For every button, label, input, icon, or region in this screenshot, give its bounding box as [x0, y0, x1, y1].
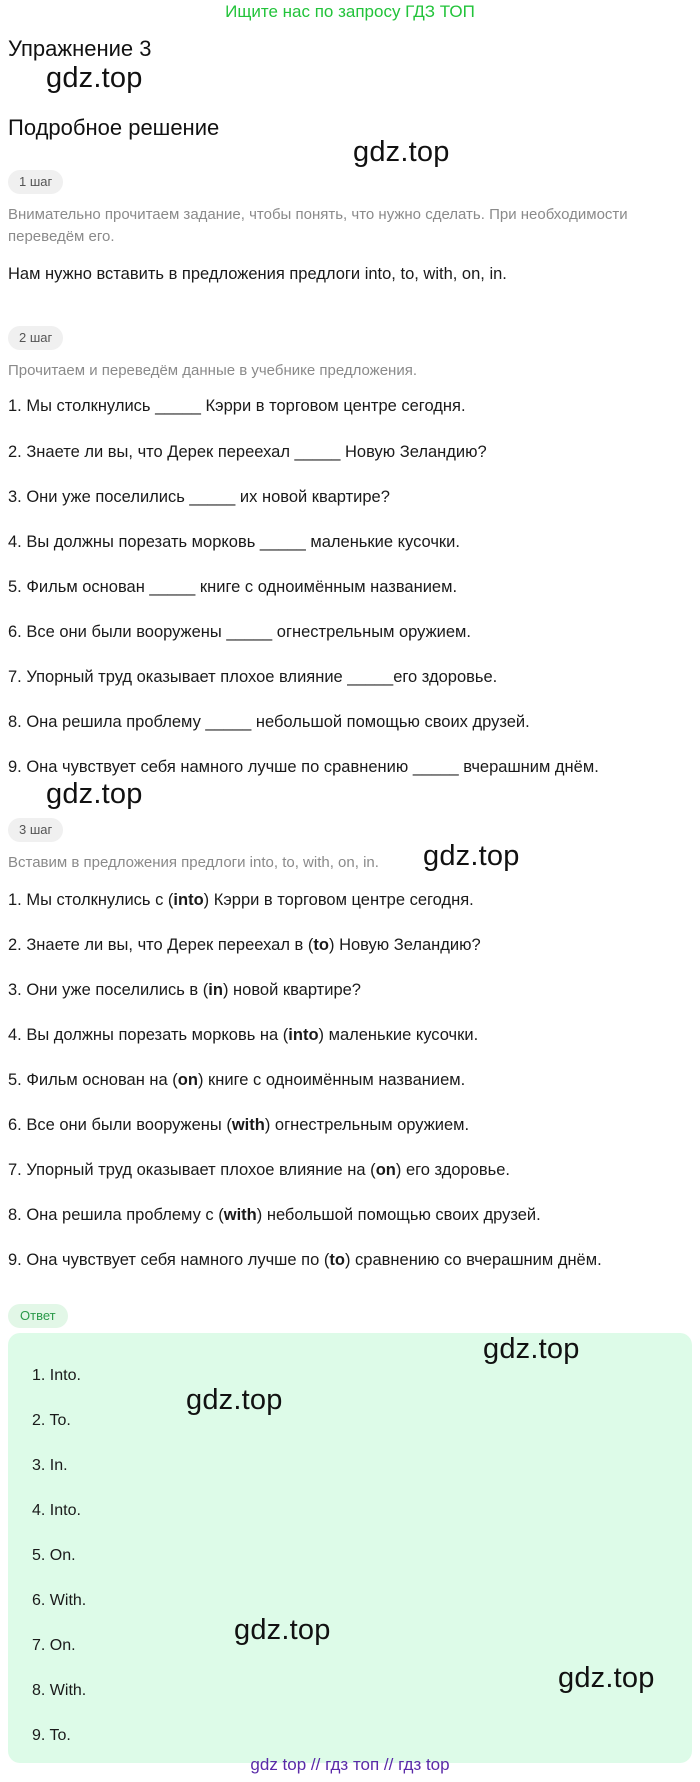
answer-sentence: 2. Знаете ли вы, что Дерек переехал в (to) Новую Зеландию?	[8, 936, 481, 954]
top-banner: Ищите нас по запросу ГДЗ ТОП	[225, 2, 475, 21]
sentence-line: 6. Все они были вооружены _____ огнестрельным оружием.	[8, 623, 471, 641]
page-title: Упражнение 3	[8, 36, 152, 61]
answer-sentence: 7. Упорный труд оказывает плохое влияние на (on) его здоровье.	[8, 1161, 511, 1179]
watermark: gdz.top	[353, 136, 450, 168]
answer-sentence: 4. Вы должны порезать морковь на (into) маленькие кусочки.	[8, 1026, 479, 1044]
section-title: Подробное решение	[8, 115, 220, 140]
sentence-line: 2. Знаете ли вы, что Дерек переехал _____ Новую Зеландию?	[8, 443, 487, 461]
watermark: gdz.top	[234, 1614, 331, 1646]
step-hint: Прочитаем и переведём данные в учебнике предложения.	[8, 362, 418, 379]
answer-sentence: 9. Она чувствует себя намного лучше по (to) сравнению со вчерашним днём.	[8, 1251, 602, 1269]
sentence-line: 1. Мы столкнулись _____ Кэрри в торговом центре сегодня.	[8, 397, 466, 415]
sentence-line: 5. Фильм основан _____ книге с одноимённым названием.	[8, 578, 458, 596]
watermark: gdz.top	[558, 1662, 655, 1694]
answer-sentence: 5. Фильм основан на (on) книге с одноимённым названием.	[8, 1071, 466, 1089]
step-hint: Вставим в предложения предлоги into, to, with, on, in.	[8, 854, 379, 871]
step-badge: 3 шаг	[8, 818, 63, 842]
answer-badge: Ответ	[8, 1304, 68, 1328]
watermark: gdz.top	[423, 840, 520, 872]
sentence-line: 9. Она чувствует себя намного лучше по сравнению _____ вчерашним днём.	[8, 758, 599, 776]
step-badge: 1 шаг	[8, 170, 63, 194]
sentence-line: 7. Упорный труд оказывает плохое влияние _____его здоровье.	[8, 668, 498, 686]
watermark: gdz.top	[46, 62, 143, 94]
answer-item: 4. Into.	[32, 1502, 81, 1519]
answer-item: 3. In.	[32, 1457, 68, 1474]
watermark: gdz.top	[483, 1333, 580, 1365]
sentence-line: 3. Они уже поселились _____ их новой квартире?	[8, 488, 390, 506]
sentence-line: 8. Она решила проблему _____ небольшой помощью своих друзей.	[8, 713, 530, 731]
answer-sentence: 6. Все они были вооружены (with) огнестрельным оружием.	[8, 1116, 470, 1134]
watermark: gdz.top	[46, 778, 143, 810]
watermark: gdz.top	[186, 1384, 283, 1416]
footer-links[interactable]: gdz top // гдз топ // гдз top	[250, 1755, 450, 1774]
answer-item: 5. On.	[32, 1547, 76, 1564]
answer-sentence: 8. Она решила проблему с (with) небольшой помощью своих друзей.	[8, 1206, 541, 1224]
answer-sentence: 1. Мы столкнулись с (into) Кэрри в торговом центре сегодня.	[8, 891, 474, 909]
answer-sentence: 3. Они уже поселились в (in) новой квартире?	[8, 981, 361, 999]
answer-item: 1. Into.	[32, 1367, 81, 1384]
step-hint: Внимательно прочитаем задание, чтобы понять, что нужно сделать. При необходимости переведём его.	[8, 206, 628, 245]
answer-box	[8, 1333, 692, 1763]
step-badge: 2 шаг	[8, 326, 63, 350]
answer-item: 6. With.	[32, 1592, 87, 1609]
answer-item: 7. On.	[32, 1637, 76, 1654]
answer-item: 9. To.	[32, 1727, 71, 1744]
answer-item: 8. With.	[32, 1682, 87, 1699]
step-text: Нам нужно вставить в предложения предлоги into, to, with, on, in.	[8, 265, 507, 283]
sentence-line: 4. Вы должны порезать морковь _____ маленькие кусочки.	[8, 533, 460, 551]
answer-item: 2. To.	[32, 1412, 71, 1429]
